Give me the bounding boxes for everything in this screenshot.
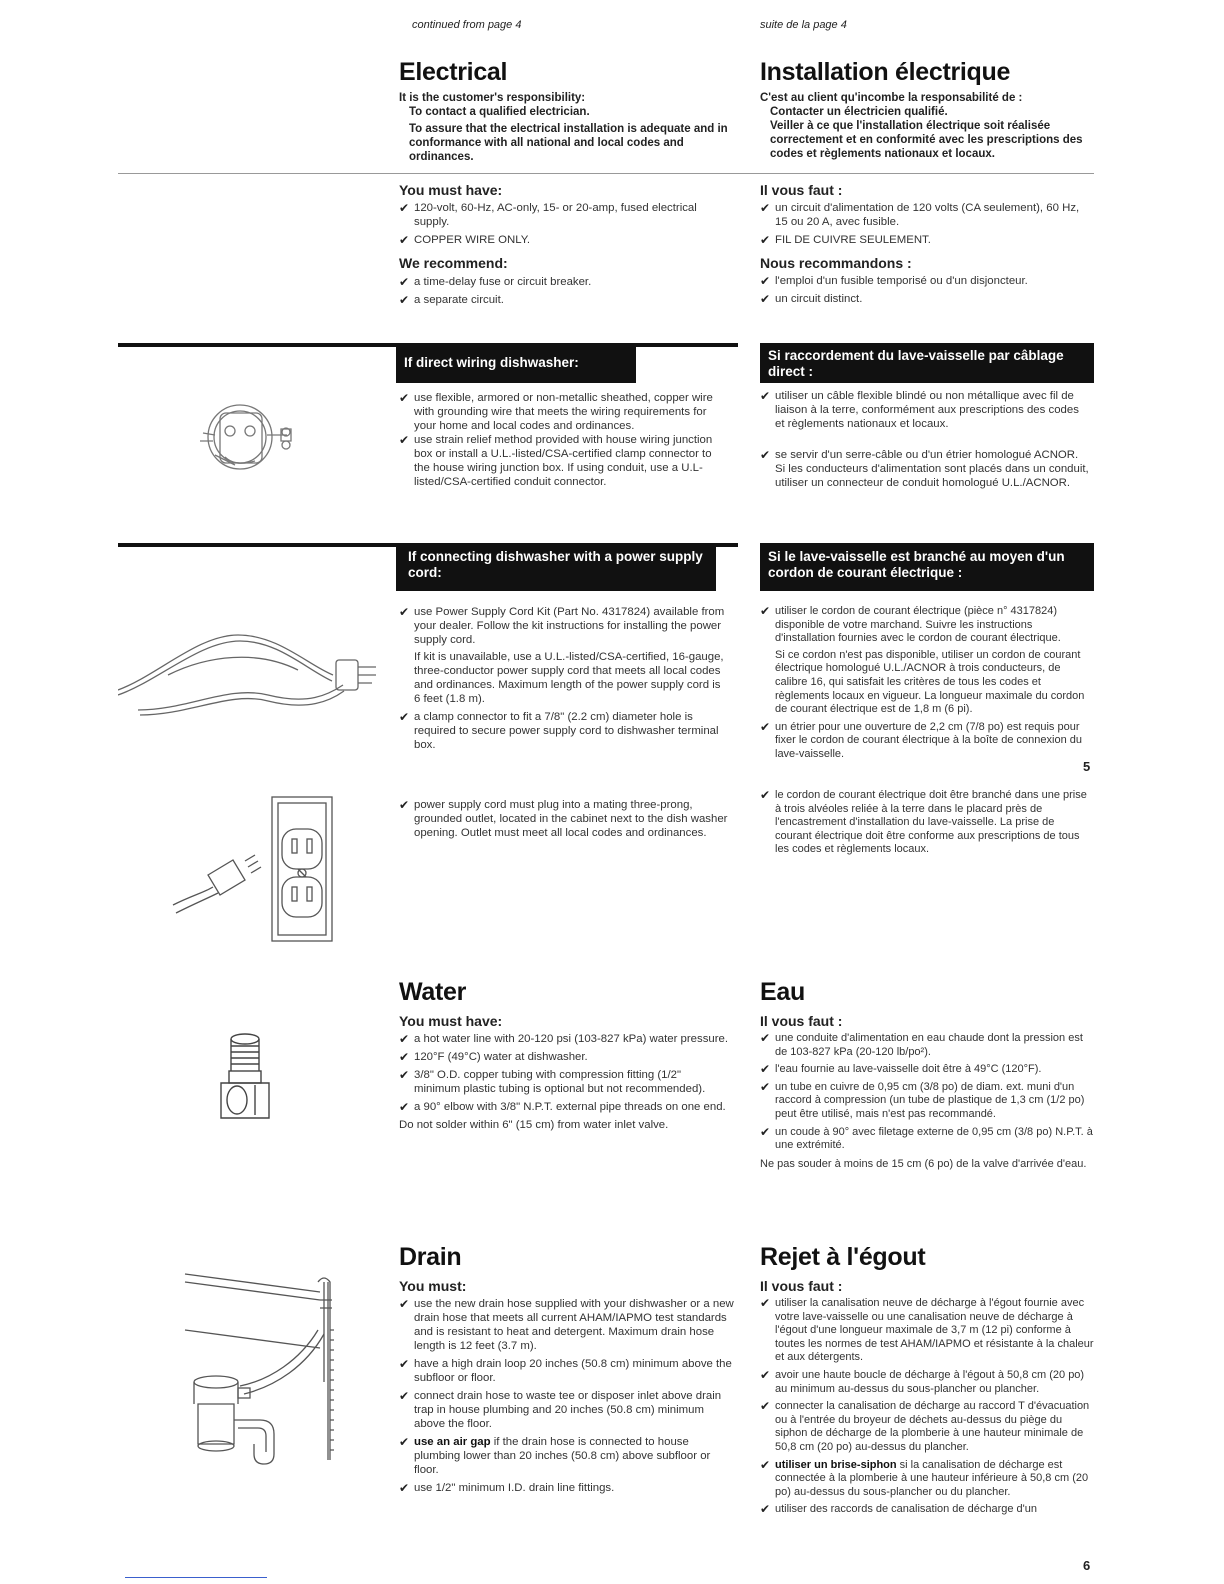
check-icon: ✔: [399, 710, 410, 724]
water-heading-en: You must have:: [399, 1013, 503, 1029]
check-icon: ✔: [760, 292, 771, 306]
check-icon: ✔: [760, 201, 771, 215]
water-note-fr: Ne pas souder à moins de 15 cm (6 po) de la valve d'arrivée d'eau.: [760, 1157, 1087, 1170]
list-item: ✔ FIL DE CUIVRE SEULEMENT.: [760, 233, 931, 247]
list-item: ✔ use flexible, armored or non-metallic sheathed, copper wire with grounding wire that meets the wiring requirements for your home and local codes and ordinances.: [399, 391, 713, 432]
drain-heading-en: You must:: [399, 1278, 467, 1294]
list-item: ✔ un coude à 90° avec filetage externe de 0,95 cm (3/8 po) N.P.T. à une extrémité.: [760, 1124, 1093, 1152]
check-icon: ✔: [399, 1435, 410, 1449]
direct-wiring-banner-en: If direct wiring dishwasher:: [396, 343, 636, 383]
check-icon: ✔: [399, 293, 410, 307]
check-icon: ✔: [760, 274, 771, 288]
check-icon: ✔: [399, 391, 410, 405]
check-icon: ✔: [399, 1297, 410, 1311]
check-icon: ✔: [760, 233, 771, 247]
recommend-heading-en: We recommend:: [399, 255, 508, 271]
water-title-fr: Eau: [760, 978, 805, 1006]
list-item: ✔ COPPER WIRE ONLY.: [399, 233, 531, 247]
drain-section-en: [399, 1243, 734, 1499]
intro-item: To assure that the electrical installation is adequate and in conformance with all national and local codes and ordinances.: [409, 123, 728, 163]
check-icon: ✔: [760, 788, 771, 802]
list-item: ✔ un circuit d'alimentation de 120 volts (CA seulement), 60 Hz, 15 ou 20 A, avec fusible.: [760, 201, 1080, 228]
list-item: ✔ a time-delay fuse or circuit breaker.: [399, 275, 592, 289]
list-item: ✔ have a high drain loop 20 inches (50.8 cm) minimum above the subfloor or floor.: [399, 1357, 732, 1384]
continued-note-en: continued from page 4: [412, 19, 522, 31]
direct-wiring-list-en: [399, 391, 719, 493]
must-have-heading-en: You must have:: [399, 182, 503, 198]
list-item: ✔ use an air gap if the drain hose is connected to house plumbing lower than 20 inches (50.8 cm) above subfloor or floor.: [399, 1435, 711, 1476]
drain-section-fr: [760, 1243, 1094, 1521]
check-icon: ✔: [760, 604, 771, 618]
direct-wiring-list-fr: [760, 389, 1090, 494]
list-item: ✔ a clamp connector to fit a 7/8" (2.2 cm) diameter hole is required to secure power supply cord to dishwasher terminal box.: [399, 710, 719, 751]
list-item: ✔ use 1/2" minimum I.D. drain line fittings.: [399, 1481, 615, 1495]
list-item: ✔ utiliser des raccords de canalisation de décharge d'un: [760, 1502, 1037, 1517]
check-icon: ✔: [399, 1068, 410, 1082]
intro-item: Contacter un électricien qualifié.: [770, 106, 948, 118]
check-icon: ✔: [399, 798, 410, 812]
page-number: 6: [1083, 1558, 1091, 1573]
electrical-intro-en: [399, 91, 739, 164]
check-icon: ✔: [760, 1079, 771, 1094]
power-cord-list-fr: [760, 605, 1094, 766]
power-cord-list-en: [399, 605, 729, 756]
water-section-fr: [760, 978, 1094, 1171]
list-item: ✔ l'eau fournie au lave-vaisselle doit être à 49°C (120°F).: [760, 1062, 1042, 1077]
list-item: ✔ le cordon de courant électrique doit être branché dans une prise à trois alvéoles reliée à la terre dans le placard près de l'encastrement d'installation du lave-vaisselle. La prise de courant électrique doit être conforme aux prescriptions de tous les codes et règlements locaux.: [760, 788, 1087, 856]
direct-wiring-banner-fr: Si raccordement du lave-vaisselle par câblage direct :: [760, 343, 1094, 383]
list-item: ✔ power supply cord must plug into a mating three-prong, grounded outlet, located in the cabinet next to the dish washer opening. Outlet must meet all local codes and ordinances.: [399, 798, 728, 839]
must-have-fr: [760, 182, 1090, 310]
must-have-en: [399, 182, 729, 311]
drain-title-fr: Rejet à l'égout: [760, 1243, 926, 1271]
water-heading-fr: Il vous faut :: [760, 1013, 843, 1029]
electrical-intro-fr: [760, 91, 1100, 161]
power-cord-illustration: [118, 615, 388, 725]
electrical-section-en: [399, 58, 739, 164]
footer-link-line: [125, 1577, 267, 1578]
outlet-list-en: [399, 798, 729, 844]
list-item: ✔ l'emploi d'un fusible temporisé ou d'un disjoncteur.: [760, 274, 1028, 288]
check-icon: ✔: [760, 1296, 771, 1310]
check-icon: ✔: [760, 1062, 771, 1077]
check-icon: ✔: [760, 719, 771, 734]
outlet-illustration: [168, 795, 338, 943]
check-icon: ✔: [760, 1031, 771, 1045]
recommend-heading-fr: Nous recommandons :: [760, 255, 912, 271]
list-item: ✔ 120°F (49°C) water at dishwasher.: [399, 1050, 588, 1064]
list-item: ✔ 120-volt, 60-Hz, AC-only, 15- or 20-amp, fused electrical supply.: [399, 201, 697, 228]
list-item: ✔ use the new drain hose supplied with your dishwasher or a new drain hose that meets all current AHAM/IAPMO test standards and is resistant to heat and detergent. Maximum drain hose length is 12 feet (3.7 m).: [399, 1297, 734, 1352]
list-item: ✔ un tube en cuivre de 0,95 cm (3/8 po) de diam. ext. muni d'un raccord à compression (un tube de plastique de 1,3 cm (1/2 po) peut être utilisé, mais n'est pas recommandé.: [760, 1079, 1085, 1120]
electrical-section-fr: [760, 58, 1100, 161]
check-icon: ✔: [760, 1399, 771, 1414]
check-icon: ✔: [399, 1389, 410, 1403]
drain-heading-fr: Il vous faut :: [760, 1278, 843, 1294]
intro-line: It is the customer's responsibility:: [399, 92, 586, 104]
list-item: ✔ use Power Supply Cord Kit (Part No. 4317824) available from your dealer. Follow the kit instructions for installing the power supply cord. If kit is unavailable, use a U.L.-listed/CSA-certified, 16-gauge, three-conductor power supply cord that meets all local codes and ordinances. Maximum length of the power supply cord is 6 feet (1.8 m).: [399, 605, 725, 705]
check-icon: ✔: [399, 1100, 410, 1114]
list-item: ✔ 3/8" O.D. copper tubing with compression fitting (1/2" minimum plastic tubing is optional but not recommended).: [399, 1068, 706, 1095]
list-item: ✔ un circuit distinct.: [760, 292, 863, 306]
check-icon: ✔: [399, 1481, 410, 1495]
check-icon: ✔: [399, 433, 410, 447]
check-icon: ✔: [399, 605, 410, 619]
list-item: ✔ connect drain hose to waste tee or disposer inlet above drain trap in house plumbing and 20 inches (50.8 cm) minimum above the floor.: [399, 1389, 722, 1430]
water-title-en: Water: [399, 978, 467, 1006]
power-cord-banner-fr: Si le lave-vaisselle est branché au moyen d'un cordon de courant électrique :: [760, 543, 1094, 591]
intro-item: To contact a qualified electrician.: [409, 106, 590, 118]
check-icon: ✔: [760, 1502, 771, 1517]
page-number: 5: [1083, 759, 1091, 774]
list-item: ✔ utiliser le cordon de courant électrique (pièce n° 4317824) disponible de votre marchand. Suivre les instructions d'installation fournies avec le cordon de courant électrique. Si ce cordon n'est pas disponible, utiliser un cordon de courant électrique homologué U.L./ACNOR à trois conducteurs, de calibre 16, qui satisfait les critères de tous les codes et règlements locaux en vigueur. La longueur maximale du cordon de courant électrique est de 1,8 m (6 pi).: [760, 604, 1085, 716]
electrical-title-en: Electrical: [399, 58, 508, 86]
check-icon: ✔: [760, 448, 771, 462]
list-item: ✔ a separate circuit.: [399, 293, 504, 307]
water-section-en: [399, 978, 729, 1132]
check-icon: ✔: [399, 1032, 410, 1046]
check-icon: ✔: [399, 201, 410, 215]
check-icon: ✔: [760, 1367, 771, 1382]
check-icon: ✔: [399, 1050, 410, 1064]
list-item: ✔ a 90° elbow with 3/8" N.P.T. external pipe threads on one end.: [399, 1100, 726, 1114]
outlet-list-fr: [760, 789, 1090, 861]
check-icon: ✔: [760, 1124, 771, 1139]
intro-item: Veiller à ce que l'installation électrique soit réalisée correctement et en conformité avec les prescriptions des codes et règlements nationaux et locaux.: [770, 120, 1083, 160]
check-icon: ✔: [399, 275, 410, 289]
list-item: ✔ utiliser un brise-siphon si la canalisation de décharge est connectée à la plomberie à une hauteur inférieure à 50,8 cm (20 po) au-dessus du sous-plancher ou du plancher.: [760, 1457, 1089, 1498]
must-have-heading-fr: Il vous faut :: [760, 182, 843, 198]
drain-title-en: Drain: [399, 1243, 462, 1271]
list-item: ✔ connecter la canalisation de décharge au raccord T d'évacuation ou à l'entrée du broyeur de déchets au-dessus du piège du siphon de décharge de la plomberie à une hauteur minimale de 50,8 cm (20 po) au-dessus du plancher.: [760, 1399, 1090, 1453]
check-icon: ✔: [760, 1457, 771, 1472]
list-item: ✔ utiliser la canalisation neuve de décharge à l'égout fournie avec votre lave-vaisselle ou une canalisation neuve de décharge à l'égout d'une longueur maximale de 3,7 m (12 pi) conforme à toutes les normes de test AHAM/IAPMO et résistante à la chaleur et aux détergents.: [760, 1296, 1094, 1364]
check-icon: ✔: [760, 389, 771, 403]
list-item: ✔ se servir d'un serre-câble ou d'un étrier homologué ACNOR. Si les conducteurs d'alimentation sont placés dans un conduit, utiliser un connecteur de conduit homologué U.L./ACNOR.: [760, 448, 1089, 489]
list-item: ✔ utiliser un câble flexible blindé ou non métallique avec fil de liaison à la terre, conformément aux prescriptions des codes et règlements nationaux et locaux.: [760, 389, 1079, 430]
check-icon: ✔: [399, 233, 410, 247]
intro-line: C'est au client qu'incombe la responsabilité de :: [760, 92, 1023, 104]
list-item: ✔ une conduite d'alimentation en eau chaude dont la pression est de 103-827 kPa (20-120 lb/po²).: [760, 1031, 1083, 1058]
list-item: ✔ avoir une haute boucle de décharge à l'égout à 50,8 cm (20 po) au minimum au-dessus du sous-plancher ou plancher.: [760, 1367, 1085, 1395]
junction-box-illustration: [195, 395, 305, 475]
list-item: ✔ use strain relief method provided with house wiring junction box or install a U.L.-listed/CSA-certified clamp connector to the house wiring junction box. If using conduit, use a U.L-listed/CSA-certified conduit connector.: [399, 433, 713, 488]
power-cord-banner-en: If connecting dishwasher with a power supply cord:: [396, 543, 716, 591]
drain-illustration: [180, 1270, 345, 1480]
electrical-title-fr: Installation électrique: [760, 58, 1011, 86]
continued-note-fr: suite de la page 4: [760, 19, 847, 31]
section-divider: [118, 173, 1094, 174]
check-icon: ✔: [399, 1357, 410, 1371]
elbow-fitting-illustration: [215, 1030, 275, 1120]
list-item: ✔ un étrier pour une ouverture de 2,2 cm (7/8 po) est requis pour fixer le cordon de courant électrique à la boîte de connexion du lave-vaisselle.: [760, 719, 1082, 760]
water-note-en: Do not solder within 6" (15 cm) from water inlet valve.: [399, 1119, 669, 1131]
list-item: ✔ a hot water line with 20-120 psi (103-827 kPa) water pressure.: [399, 1032, 729, 1046]
